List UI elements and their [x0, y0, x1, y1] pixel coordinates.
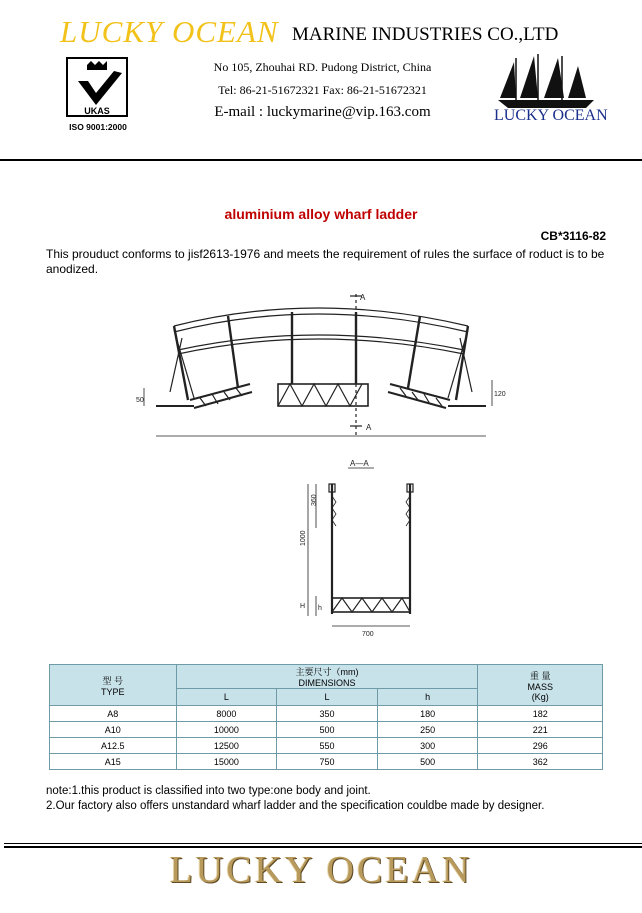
sailing-ship-logo	[494, 52, 598, 110]
mass-header	[478, 665, 603, 706]
section-title: A—A	[350, 459, 369, 468]
table-cell: 15000	[176, 754, 277, 770]
dim-h: h	[318, 605, 322, 612]
dim-360: 360	[311, 494, 318, 506]
table-cell: 550	[277, 738, 378, 754]
dimensions-header-en: DIMENSIONS	[298, 678, 356, 688]
ukas-label: UKAS	[84, 106, 110, 116]
dim-1000: 1000	[300, 530, 307, 546]
table-cell: 182	[478, 706, 603, 722]
table-cell: 500	[377, 754, 478, 770]
specification-table	[49, 664, 603, 770]
header-divider	[0, 159, 642, 161]
type-header-en: TYPE	[101, 686, 125, 697]
brand-name: LUCKY OCEAN	[60, 14, 279, 49]
table-cell: 500	[277, 722, 378, 738]
table-cell: 296	[478, 738, 603, 754]
table-cell: A10	[50, 722, 177, 738]
dimensions-header-cn: 主要尺寸（mm)	[295, 667, 359, 677]
product-code: CB*3116-82	[540, 229, 606, 243]
table-cell: 180	[377, 706, 478, 722]
dim-700: 700	[362, 631, 374, 638]
section-mark-bottom: A	[366, 423, 372, 432]
mass-header-cn: 重 量	[529, 670, 551, 681]
company-phone: Tel: 86-21-51672321 Fax: 86-21-51672321	[218, 83, 427, 97]
table-cell: 362	[478, 754, 603, 770]
sub-header: L	[176, 689, 277, 706]
dim-120: 120	[494, 391, 506, 398]
dimensions-header	[176, 665, 478, 689]
table-cell: 350	[277, 706, 378, 722]
mass-header-en: MASS	[527, 681, 553, 692]
dim-50: 50	[136, 397, 144, 404]
table-cell: A15	[50, 754, 177, 770]
sub-header: h	[377, 689, 478, 706]
table-cell: 750	[277, 754, 378, 770]
product-title: aluminium alloy wharf ladder	[224, 206, 418, 222]
ladder-elevation-drawing	[130, 288, 506, 446]
logo-caption: LUCKY OCEAN	[494, 107, 608, 124]
table-row	[50, 754, 603, 770]
table-row	[50, 706, 603, 722]
sub-header: L	[277, 689, 378, 706]
note-line: note:1.this product is classified into two type:one body and joint.	[46, 785, 371, 797]
table-row	[50, 722, 603, 738]
footer-brand: LUCKY OCEAN	[169, 849, 473, 891]
table-cell: 250	[377, 722, 478, 738]
notes-section	[46, 784, 544, 814]
company-name: MARINE INDUSTRIES CO.,LTD	[292, 24, 559, 45]
table-cell: 12500	[176, 738, 277, 754]
product-description: This prouduct conforms to jisf2613-1976 and meets the requirement of rules the surface of roduct is to be anodized.	[46, 247, 605, 276]
iso-certification: ISO 9001:2000	[69, 122, 127, 132]
table-row	[50, 738, 603, 754]
table-cell: 221	[478, 722, 603, 738]
table-cell: 10000	[176, 722, 277, 738]
section-mark-top: A	[360, 293, 366, 302]
company-email: E-mail : luckymarine@vip.163.com	[214, 104, 431, 120]
table-cell: A12.5	[50, 738, 177, 754]
type-header	[50, 665, 177, 706]
company-address: No 105, Zhouhai RD. Pudong District, China	[213, 60, 432, 74]
table-cell: 8000	[176, 706, 277, 722]
type-header-cn: 型 号	[102, 675, 124, 686]
note-line: 2.Our factory also offers unstandard wharf ladder and the specification couldbe made by designer.	[46, 800, 545, 812]
table-cell: A8	[50, 706, 177, 722]
footer-divider-thin	[4, 843, 642, 844]
table-cell: 300	[377, 738, 478, 754]
section-a-a-drawing	[290, 456, 430, 644]
dim-H: H	[300, 603, 306, 610]
mass-header-unit: (Kg)	[531, 691, 549, 702]
